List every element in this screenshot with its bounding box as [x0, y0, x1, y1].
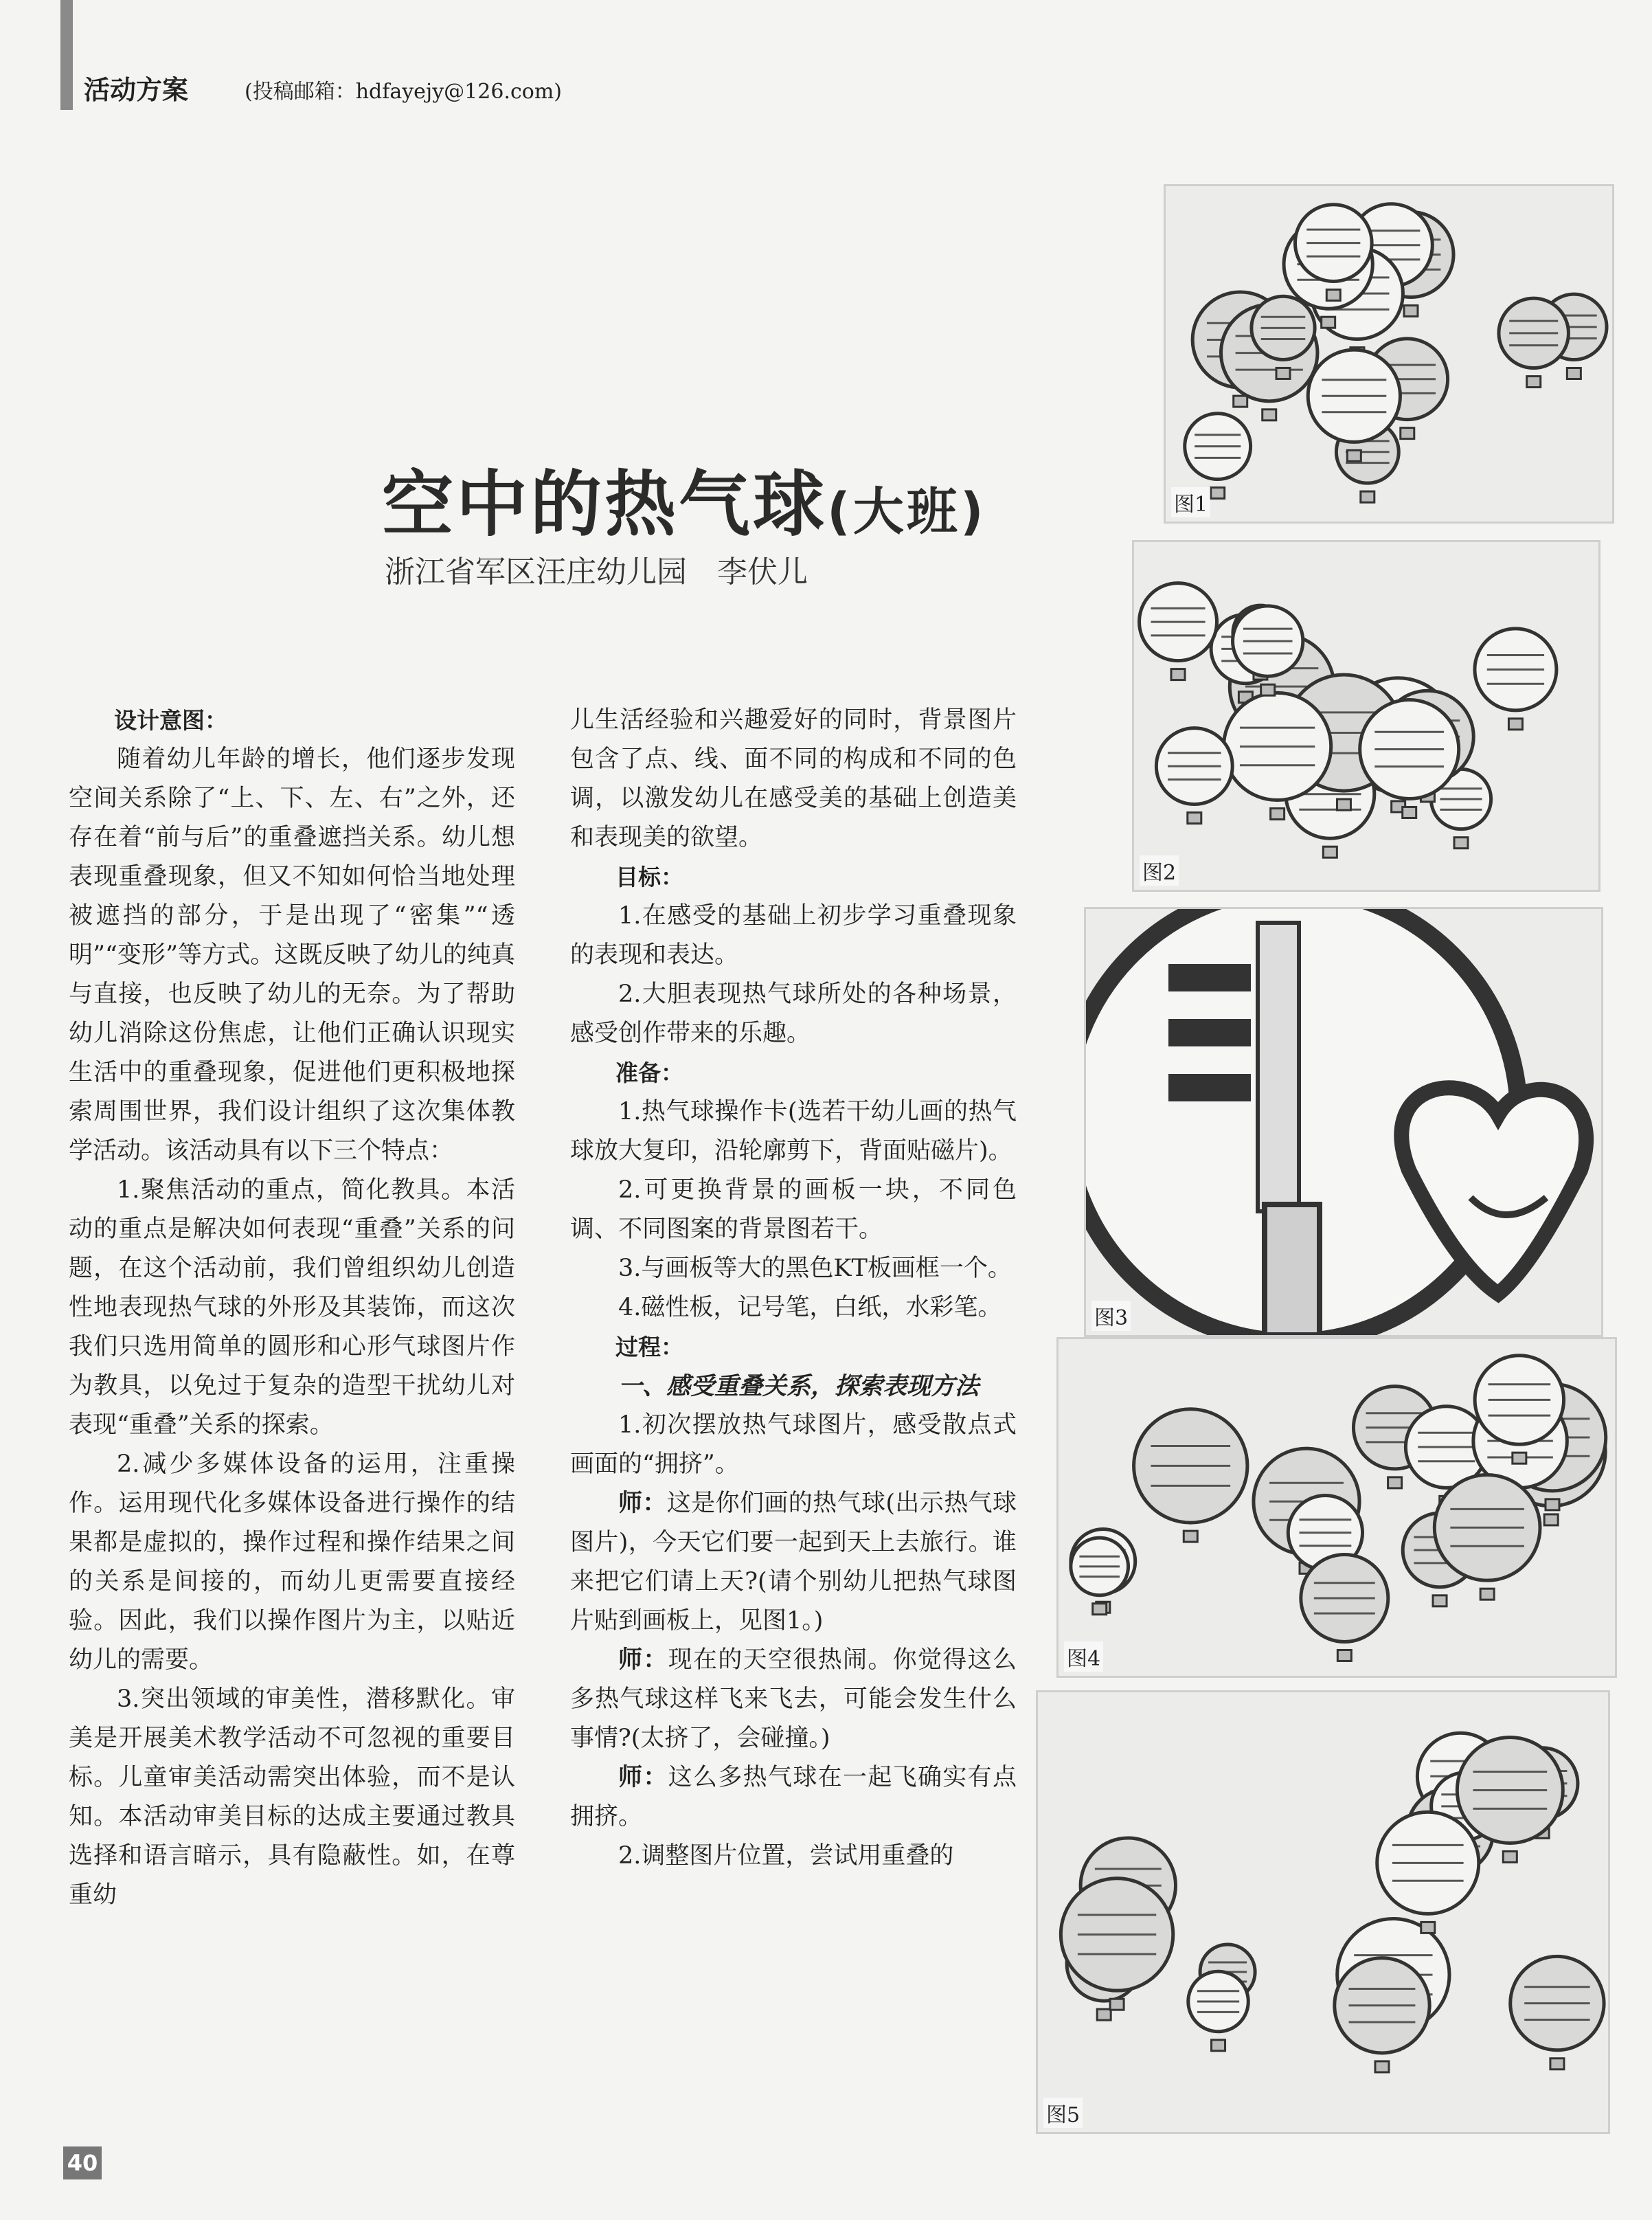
- paragraph: 2.减少多媒体设备的运用，注重操作。运用现代化多媒体设备进行操作的结果都是虚拟的，操作过程和操作结果之间的关系是间接的，而幼儿更需要直接经验。因此，我们以操作图片为主，以贴近幼儿的需要。: [69, 1450, 515, 1674]
- paragraph: 2.大胆表现热气球所处的各种场景，感受创作带来的乐趣。: [570, 980, 1017, 1047]
- paragraph: 1.聚焦活动的重点，简化教具。本活动的重点是解决如何表现“重叠”关系的问题，在这个活动前，我们曾组织幼儿创造性地表现热气球的外形及其装饰，而这次我们只选用简单的圆形和心形气球图片作为教具，以免过于复杂的造型干扰幼儿对表现“重叠”关系的探索。: [69, 1176, 515, 1439]
- article-title-suffix: (大班): [827, 482, 986, 541]
- balloon-icon: [1377, 1812, 1479, 1933]
- closeup-drawing-icon: [1086, 909, 1601, 1335]
- article-title-main: 空中的热气球: [382, 462, 828, 546]
- figure-label: 图2: [1140, 855, 1179, 886]
- section-title: 活动方案: [84, 75, 189, 105]
- balloon-drawing-icon: [1038, 1692, 1608, 2132]
- paragraph: 2.可更换背景的画板一块，不同色调、不同图案的背景图若干。: [570, 1176, 1017, 1243]
- figure-1: [1164, 184, 1614, 524]
- balloon-icon: [1071, 1538, 1129, 1615]
- section-heading: 过程：: [615, 1334, 683, 1360]
- balloon-icon: [1188, 1971, 1249, 2051]
- balloon-icon: [1185, 414, 1251, 499]
- section-heading: 目标：: [615, 864, 683, 890]
- article-author: 浙江省军区汪庄幼儿园 李伏儿: [385, 554, 808, 590]
- paragraph: 1.在感受的基础上初步学习重叠现象的表现和表达。: [570, 902, 1017, 969]
- dialogue-text: 这么多热气球在一起飞确实有点拥挤。: [570, 1764, 1017, 1830]
- balloon-icon: [1510, 1956, 1604, 2069]
- page-number: 40: [63, 2146, 102, 2179]
- balloon-drawing-icon: [1166, 186, 1612, 522]
- figure-label: 图5: [1043, 2098, 1083, 2128]
- balloon-icon: [1301, 1554, 1388, 1661]
- text-column-right: [570, 701, 1017, 1876]
- dialogue-text: 现在的天空很热闹。你觉得这么多热气球这样飞来飞去，可能会发生什么事情?(太挤了，会碰撞。): [570, 1646, 1017, 1752]
- balloon-icon: [1475, 629, 1557, 730]
- dialogue-text: 这是你们画的热气球(出示热气球图片)，今天它们要一起到天上去旅行。谁来把它们请上天?(请个别幼儿把热气球图片贴到画板上，见图1。): [570, 1490, 1017, 1635]
- balloon-icon: [1140, 583, 1217, 680]
- figure-label: 图4: [1064, 1641, 1103, 1672]
- section-heading: 设计意图：: [114, 707, 227, 734]
- paragraph: 4.磁性板，记号笔，白纸，水彩笔。: [618, 1294, 1002, 1321]
- balloon-icon: [1156, 728, 1232, 824]
- paragraph: 1.初次摆放热气球图片，感受散点式画面的“拥挤”。: [570, 1411, 1017, 1478]
- paragraph: 儿生活经验和兴趣爱好的同时，背景图片包含了点、线、面不同的构成和不同的色调，以激发幼儿在感受美的基础上创造美和表现美的欲望。: [570, 706, 1017, 851]
- figure-4: [1056, 1337, 1617, 1678]
- paragraph: 1.热气球操作卡(选若干幼儿画的热气球放大复印，沿轮廓剪下，背面贴磁片)。: [570, 1098, 1017, 1165]
- paragraph: 3.与画板等大的黑色KT板画框一个。: [618, 1255, 1012, 1282]
- paragraph: 3.突出领域的审美性，潜移默化。审美是开展美术教学活动不可忽视的重要目标。儿童审美活动需突出体验，而不是认知。本活动审美目标的达成主要通过教具选择和语言暗示，具有隐蔽性。如，在尊重幼: [69, 1685, 515, 1909]
- speaker-label: 师：: [618, 1490, 667, 1517]
- figure-5: [1036, 1690, 1610, 2134]
- paragraph: [570, 1641, 1017, 1758]
- balloon-icon: [1335, 1958, 1429, 2072]
- subsection-heading: 一、感受重叠关系，探索表现方法: [618, 1372, 980, 1400]
- article-title: [382, 447, 986, 550]
- text-column-left: [69, 701, 515, 1915]
- header-bar: [60, 0, 73, 110]
- figure-label: 图3: [1091, 1301, 1131, 1331]
- paragraph: [570, 1758, 1017, 1837]
- figure-label: 图1: [1171, 487, 1210, 517]
- paragraph: [570, 1484, 1017, 1641]
- paragraph: 2.调整图片位置，尝试用重叠的: [618, 1842, 954, 1870]
- balloon-icon: [1134, 1409, 1247, 1542]
- figure-2: [1132, 540, 1600, 892]
- speaker-label: 师：: [618, 1646, 668, 1674]
- figure-3: [1084, 907, 1603, 1337]
- section-heading: 准备：: [615, 1059, 683, 1086]
- balloon-drawing-icon: [1059, 1339, 1615, 1676]
- speaker-label: 师：: [618, 1764, 668, 1791]
- balloon-drawing-icon: [1134, 542, 1598, 890]
- submission-email: (投稿邮箱：hdfayejy@126.com): [245, 80, 562, 104]
- balloon-icon: [1499, 298, 1568, 387]
- paragraph: 随着幼儿年龄的增长，他们逐步发现空间关系除了“上、下、左、右”之外，还存在着“前与后”的重叠遮挡关系。幼儿想表现重叠现象，但又不知如何恰当地处理被遮挡的部分，于是出现了“密集”“透明”“变形”等方式。这既反映了幼儿的纯真与直接，也反映了幼儿的无奈。为了帮助幼儿消除这份焦虑，让他们正确认识现实生活中的重叠现象，促进他们更积极地探索周围世界，我们设计组织了这次集体教学活动。该活动具有以下三个特点：: [69, 745, 515, 1165]
